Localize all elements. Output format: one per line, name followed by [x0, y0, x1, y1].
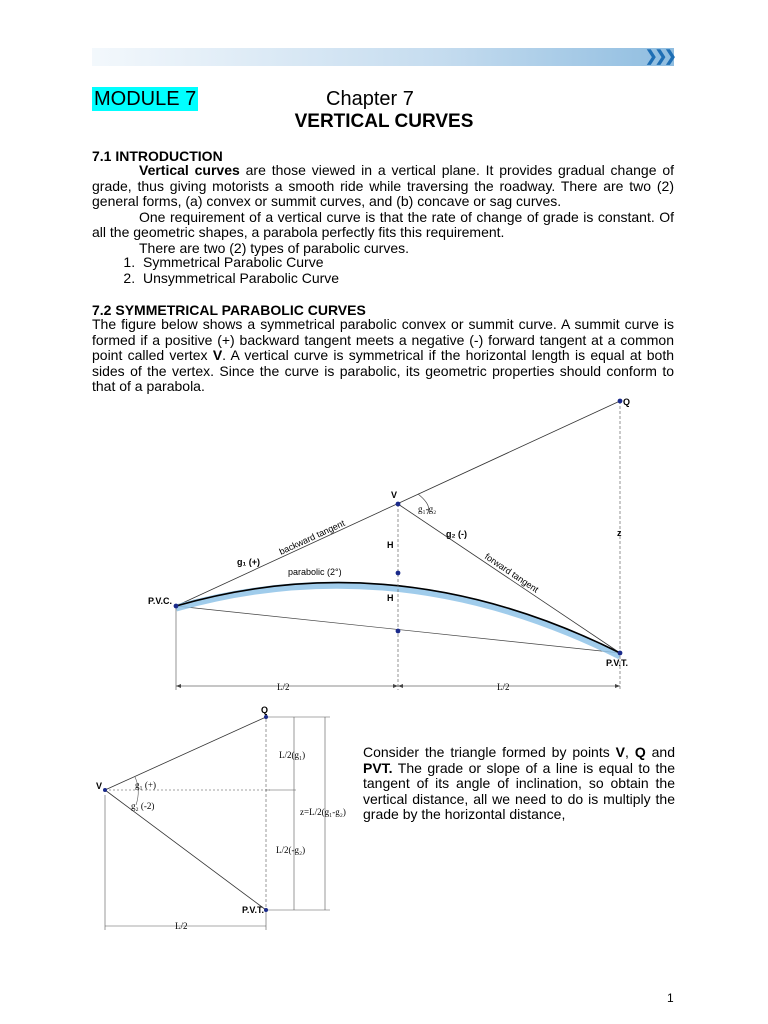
vertex-label: V — [212, 347, 223, 364]
section-heading-intro: 7.1 INTRODUCTION — [92, 148, 223, 164]
page-number: 1 — [667, 991, 674, 1005]
label-q: Q — [623, 397, 631, 407]
label-l2-g2: L/2(-g₂) — [276, 845, 306, 855]
side-text-a: Consider the triangle formed by points — [363, 744, 616, 760]
module-label: MODULE 7 — [94, 88, 197, 110]
label-h-lower: H — [387, 593, 394, 603]
label-backward-tangent: backward tangent — [277, 517, 347, 557]
side-text-rest: The grade or slope of a line is equal to the tangent of its angle of inclination, so obtain the vertical distance, all we need to do is multiply the grade by the horizontal distance, — [363, 759, 675, 823]
label-half-left: L/2 — [277, 682, 290, 692]
figure-summit-curve — [148, 397, 630, 692]
label-z-expression: z=L/2(g₁-g₂) — [300, 807, 346, 817]
label-v-small: V — [96, 781, 103, 791]
side-text-q: Q — [634, 744, 646, 760]
section-heading-symmetrical: 7.2 SYMMETRICAL PARABOLIC CURVES — [92, 302, 366, 318]
label-l2-g1: L/2(g₁) — [279, 750, 306, 760]
chapter-label: Chapter 7 — [326, 88, 414, 110]
chevrons-icon: ❯❯❯ — [645, 48, 674, 65]
list-item: 2. Unsymmetrical Parabolic Curve — [139, 271, 339, 287]
intro-p3-text: There are two (2) types of parabolic curves. — [139, 239, 410, 256]
label-g1: g₁ (+) — [237, 557, 260, 567]
intro-p2-text: One requirement of a vertical curve is that the rate of change of grade is constant. Of all the geometric shapes, a parabola perfectly fits this requirement. — [92, 208, 674, 241]
label-pvt: P.V.T. — [606, 658, 629, 668]
page-title: VERTICAL CURVES — [294, 111, 474, 132]
side-text-comma: , — [625, 744, 635, 760]
side-text-pvt: PVT. — [363, 759, 393, 776]
label-pvc: P.V.C. — [148, 596, 173, 606]
label-q-small: Q — [261, 705, 269, 715]
label-half-right: L/2 — [497, 682, 510, 692]
symmetrical-text-c: . A vertical curve is symmetrical if the horizontal length is equal at both sides of the vertex. Since the curve is parabolic, its geometric properties should conform to that of a parabola. — [92, 347, 674, 395]
label-z: z — [617, 528, 622, 538]
label-h-upper: H — [387, 540, 394, 550]
label-g2: g₂ (-) — [446, 529, 467, 539]
list-item: 1. Symmetrical Parabolic Curve — [139, 255, 339, 271]
label-g2-small: g₂ (-2) — [131, 801, 155, 811]
label-half-small: L/2 — [175, 921, 188, 931]
figure-triangle — [96, 705, 346, 931]
side-text-and: and — [645, 744, 675, 760]
triangle-explanation — [363, 745, 675, 823]
label-forward-tangent: forward tangent — [482, 551, 541, 595]
term-vertical-curves: Vertical curves — [139, 162, 240, 178]
label-v: V — [391, 490, 398, 500]
label-pvt-small: P.V.T. — [242, 905, 265, 915]
symmetrical-text-a: The figure below shows a symmetrical parabolic convex or summit curve. A summit curve is formed if a positive (+) backward tangent meets a negative (-) forward tangent at a common point called vertex — [92, 316, 674, 364]
label-g1-minus-g2: g₁-g₂ — [418, 504, 437, 514]
label-parabolic: parabolic (2°) — [288, 567, 342, 577]
intro-p1-text: are those viewed in a vertical plane. It provides gradual change of grade, thus giving motorists a smooth ride while traversing the roadway. There are two (2) general forms, (a) convex or summit curves, and (b) concave or sag curves. — [92, 162, 674, 210]
label-g1-small: g₁ (+) — [135, 780, 156, 790]
side-text-v: V — [615, 744, 626, 760]
